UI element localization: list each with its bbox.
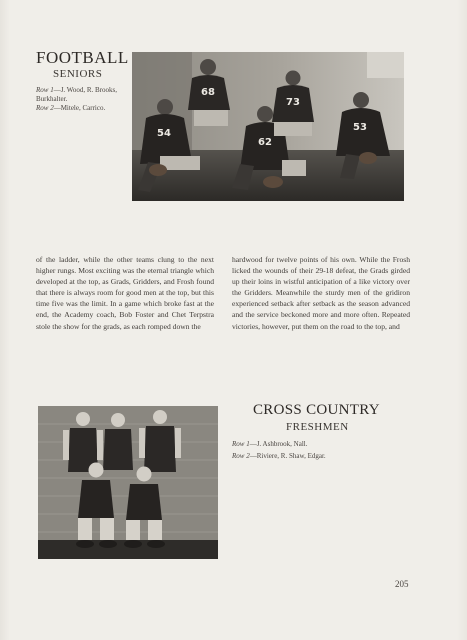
football-team-photo [132,52,404,201]
cross-country-subtitle: FRESHMEN [286,421,349,433]
article-column-left: of the ladder, while the other teams clung to the next higher rungs. Most exciting was the eternal triangle which developed at the top, as Grads, Gridders, and Frosh found that there is always room for good men at the top, but this time five was the limit. In a game which broke fast at the end, the Academy coach, Bob Foster and Chet Terpstra stole the show for the grads, as each romped down the [36,255,214,331]
football-row2-names: —Mitele, Carrico. [53,104,106,112]
jersey-number-3: 62 [258,137,272,148]
football-row1-names: —J. Wood, R. Brooks, Burkhalter. [36,86,117,103]
cross-country-team-photo [38,406,218,559]
football-caption-row2 [36,104,128,113]
cross-country-row2-names: —Riviere, R. Shaw, Edgar. [249,452,326,460]
cross-country-caption-row1 [232,440,307,449]
cross-country-row1-names: —J. Ashbrook, Nall. [249,440,308,448]
football-subtitle: SENIORS [53,68,103,80]
football-row2-label: Row 2 [36,104,54,112]
cross-country-title: CROSS COUNTRY [253,402,380,418]
cross-country-row2-label: Row 2 [232,452,250,460]
cross-country-row1-label: Row 1 [232,440,250,448]
jersey-number-4: 73 [286,97,300,108]
football-row1-label: Row 1 [36,86,54,94]
article-column-right: hardwood for twelve points of his own. While the Frosh licked the wounds of their 29-18 defeat, the Grads girded up their loins in wistful anticipation of a like victory over the Gridders. Meanwhile the sturdy men of the gridiron experienced setback after setback as the season advanced and the service beckoned more and more often. Repeated victories, however, put them on the road to the top, and [232,255,410,331]
jersey-number-5: 53 [353,122,367,133]
football-title: FOOTBALL [36,48,129,67]
cross-country-caption-row2 [232,452,326,461]
football-caption-row1 [36,86,128,104]
jersey-number-1: 54 [157,128,171,139]
jersey-number-2: 68 [201,87,215,98]
page-number: 205 [395,579,409,589]
